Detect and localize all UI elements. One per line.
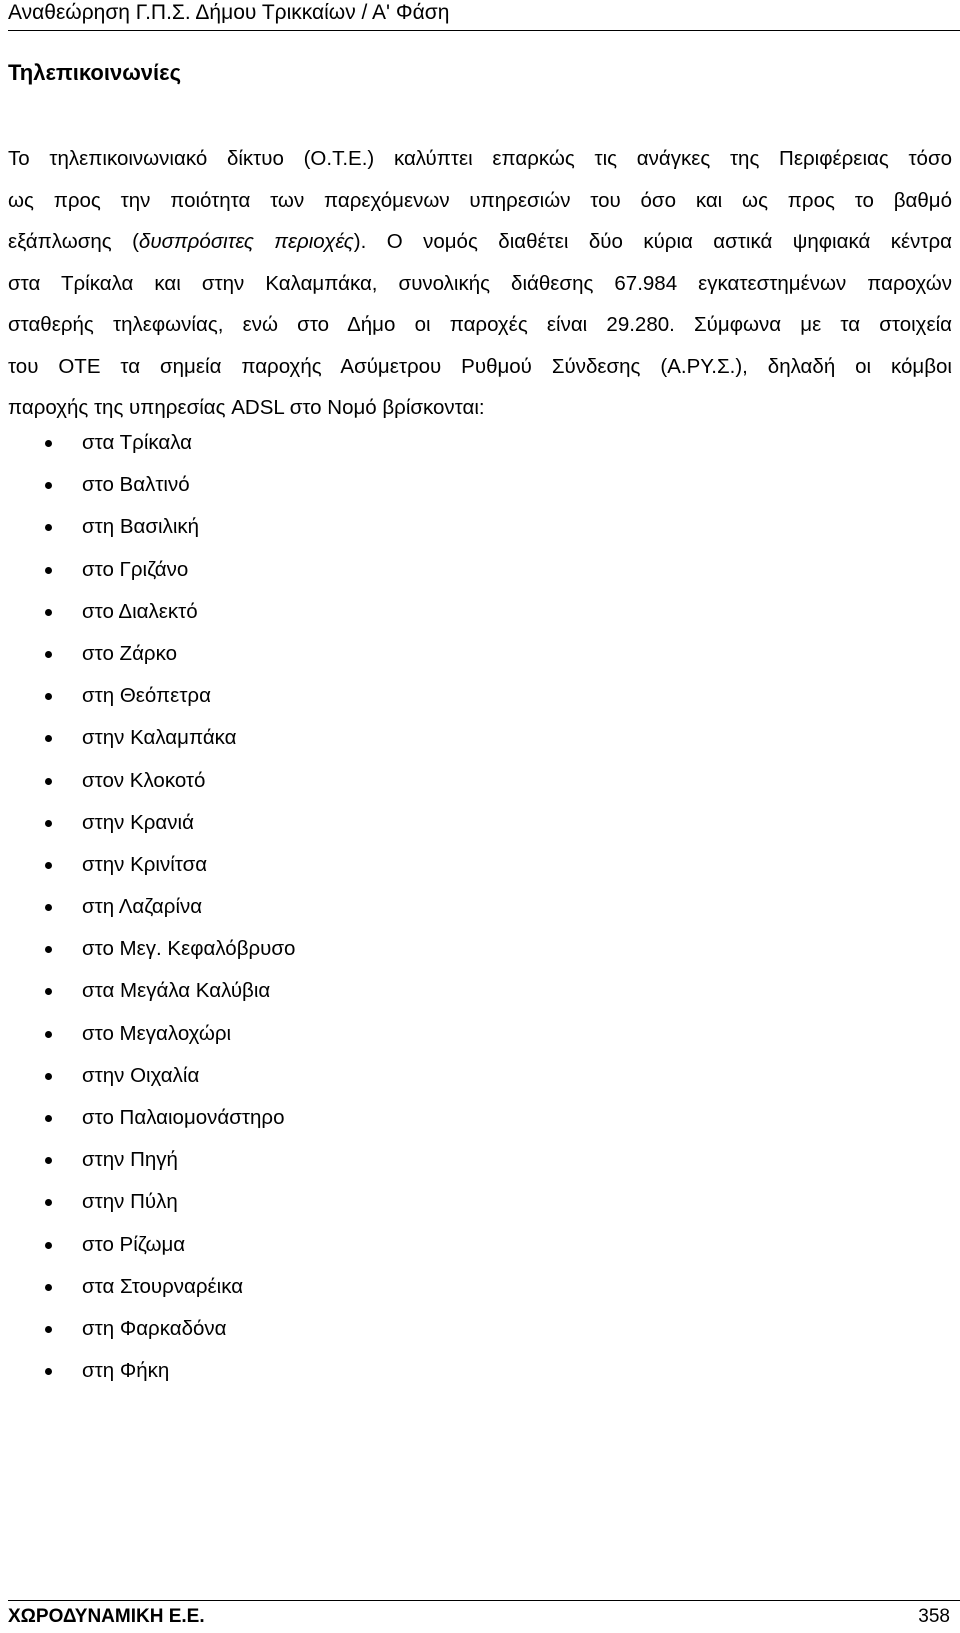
bullet-icon [45, 1326, 52, 1333]
bullet-icon [45, 862, 52, 869]
list-item-label: στο Μεγ. Κεφαλόβρυσο [82, 937, 296, 961]
paragraph-line-3-end: ). Ο νομός διαθέτει δύο κύρια αστικά ψηφιακά κέντρα [353, 230, 952, 253]
header-divider [8, 30, 960, 31]
list-item [0, 1308, 295, 1350]
list-item-label: στη Λαζαρίνα [82, 895, 203, 919]
paragraph-line-2: ως προς την ποιότητα των παρεχόμενων υπηρεσιών του όσο και ως προς το βαθμό [8, 188, 952, 212]
list-item-label: στην Κρινίτσα [82, 852, 208, 876]
list-item-label: στο Μεγαλοχώρι [82, 1021, 232, 1045]
bullet-icon [45, 904, 52, 911]
bullet-icon [45, 651, 52, 658]
bullet-icon [45, 609, 52, 616]
list-item [0, 591, 295, 633]
list-item-label: στα Μεγάλα Καλύβια [82, 979, 271, 1003]
list-item-label: στον Κλοκοτό [82, 768, 206, 792]
list-item-label: στην Οιχαλία [82, 1063, 200, 1087]
body-paragraph [8, 138, 952, 429]
list-item-label: στο Ρίζωμα [82, 1232, 186, 1256]
paragraph-line-5: σταθερής τηλεφωνίας, ενώ στο Δήμο οι παροχές είναι 29.280. Σύμφωνα με τα στοιχεία [8, 313, 952, 336]
bullet-icon [45, 988, 52, 995]
bullet-icon [45, 1157, 52, 1164]
list-item-label: στα Στουρναρέικα [82, 1274, 244, 1298]
list-item-label: στη Θεόπετρα [82, 684, 211, 708]
paragraph-line-4: στα Τρίκαλα και στην Καλαμπάκα, συνολικής διάθεσης 67.984 εγκατεστημένων παροχών [8, 271, 952, 295]
list-item [0, 1266, 295, 1308]
bullet-icon [45, 482, 52, 489]
paragraph-line-3 [8, 221, 952, 263]
list-item-label: στο Γριζάνο [82, 557, 189, 581]
list-item [0, 1224, 295, 1266]
footer-company: ΧΩΡΟΔΥΝΑΜΙΚΗ Ε.Ε. [8, 1606, 205, 1627]
bullet-icon [45, 524, 52, 531]
bullet-icon [45, 567, 52, 574]
footer-page-number: 358 [918, 1606, 950, 1627]
list-item [0, 970, 295, 1012]
bullet-icon [45, 1284, 52, 1291]
bullet-icon [45, 820, 52, 827]
list-item-label: στη Φήκη [82, 1359, 170, 1383]
paragraph-line-3-start: εξάπλωσης ( [8, 230, 139, 253]
list-item [0, 802, 295, 844]
paragraph-emphasis: δυσπρόσιτες περιοχές [138, 230, 354, 253]
list-item [0, 422, 295, 464]
list-item [0, 886, 295, 928]
list-item-label: στην Κρανιά [82, 810, 194, 834]
bullet-icon [45, 440, 52, 447]
list-item [0, 506, 295, 548]
bullet-icon [45, 1031, 52, 1038]
paragraph-line-6: του ΟΤΕ τα σημεία παροχής Ασύμετρου Ρυθμού Σύνδεσης (Α.ΡΥ.Σ.), δηλαδή οι κόμβοι [8, 354, 952, 378]
list-item-label: στο Βαλτινό [82, 473, 190, 497]
bullet-icon [45, 1242, 52, 1249]
bullet-icon [45, 1115, 52, 1122]
list-item-label: στην Καλαμπάκα [82, 726, 237, 750]
list-item [0, 760, 295, 802]
bullet-icon [45, 735, 52, 742]
list-item [0, 1350, 295, 1392]
list-item [0, 1181, 295, 1223]
list-item [0, 928, 295, 970]
list-item [0, 1013, 295, 1055]
section-title: Τηλεπικοινωνίες [8, 60, 182, 85]
list-item-label: στα Τρίκαλα [82, 431, 193, 454]
list-item [0, 549, 295, 591]
bullet-icon [45, 693, 52, 700]
list-item-label: στην Πηγή [82, 1148, 178, 1172]
bullet-icon [45, 1199, 52, 1206]
list-item [0, 1055, 295, 1097]
list-item-label: στο Παλαιομονάστηρο [82, 1106, 285, 1129]
bullet-icon [45, 778, 52, 785]
list-item [0, 633, 295, 675]
bullet-icon [45, 1368, 52, 1375]
bullet-icon [45, 946, 52, 953]
paragraph-line-7: παροχής της υπηρεσίας ADSL στο Νομό βρίσκονται: [8, 396, 485, 419]
list-item-label: στην Πύλη [82, 1190, 178, 1214]
list-item-label: στη Φαρκαδόνα [82, 1316, 227, 1340]
list-item [0, 1139, 295, 1181]
list-item-label: στο Διαλεκτό [82, 599, 198, 623]
adsl-node-list [0, 422, 295, 1392]
page-header-title: Αναθεώρηση Γ.Π.Σ. Δήμου Τρικκαίων / Α' Φάση [8, 1, 450, 24]
bullet-icon [45, 1073, 52, 1080]
paragraph-line-1: Το τηλεπικοινωνιακό δίκτυο (Ο.Τ.Ε.) καλύπτει επαρκώς τις ανάγκες της Περιφέρειας τόσο [8, 147, 952, 170]
list-item [0, 717, 295, 759]
list-item [0, 464, 295, 506]
list-item-label: στο Ζάρκο [82, 641, 177, 665]
list-item [0, 675, 295, 717]
list-item [0, 844, 295, 886]
list-item [0, 1097, 295, 1139]
list-item-label: στη Βασιλική [82, 515, 200, 539]
footer-divider [8, 1600, 960, 1601]
